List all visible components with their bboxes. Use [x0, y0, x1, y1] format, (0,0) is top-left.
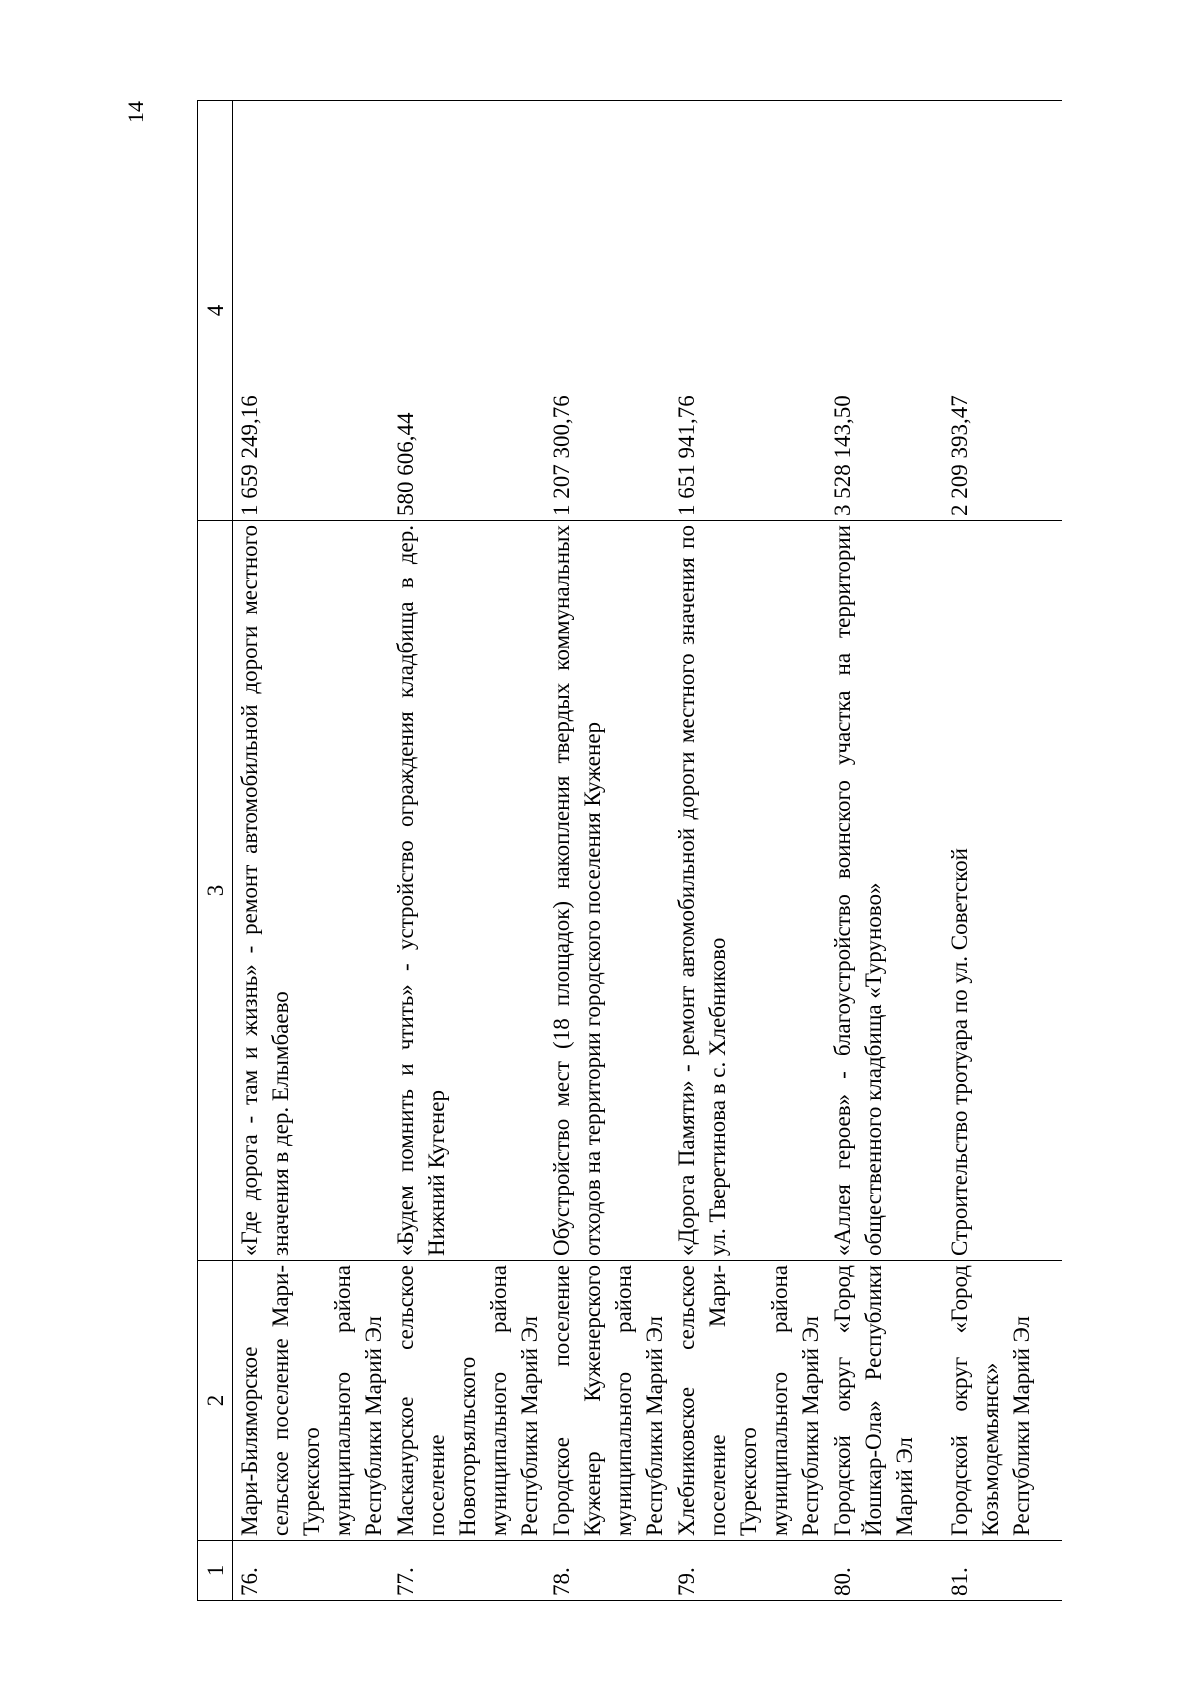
row-number: 80.	[826, 1541, 943, 1601]
municipality-cell: Мари-Биляморское сельское поселение Мари-Турекского муниципального района Республики Марий Эл	[233, 1261, 390, 1541]
row-number: 81.	[943, 1541, 1062, 1601]
municipality-cell: Городской округ «Город Козьмодемьянск» Республики Марий Эл	[943, 1261, 1062, 1541]
table-row	[826, 101, 943, 1601]
municipality-cell: Городское поселение Куженер Куженерского муниципального района Республики Марий Эл	[545, 1261, 670, 1541]
column-header-2: 2	[198, 1261, 233, 1541]
page-number: 14	[123, 101, 148, 123]
table-row	[943, 101, 1062, 1601]
amount-cell: 3 528 143,50	[826, 101, 943, 521]
table-row	[670, 101, 826, 1601]
amount-cell: 1 659 249,16	[233, 101, 390, 521]
project-cell: Строительство тротуара по ул. Советской	[943, 521, 1062, 1261]
table-row	[389, 101, 545, 1601]
table-row	[233, 101, 390, 1601]
projects-table	[197, 100, 1062, 1601]
row-number: 76.	[233, 1541, 390, 1601]
row-number: 78.	[545, 1541, 670, 1601]
municipality-cell: Хлебниковское сельское поселение Мари-Турекского муниципального района Республики Марий Эл	[670, 1261, 826, 1541]
column-header-1: 1	[198, 1541, 233, 1601]
column-header-4: 4	[198, 101, 233, 521]
project-cell: «Аллея героев» - благоустройство воинского участка на территории общественного кладбища «Туруново»	[826, 521, 943, 1261]
project-cell: Обустройство мест (18 площадок) накопления твердых коммунальных отходов на территории городского поселения Куженер	[545, 521, 670, 1261]
project-cell: «Дорога Памяти» - ремонт автомобильной дороги местного значения по ул. Тверетинова в с. Хлебниково	[670, 521, 826, 1261]
table-row	[545, 101, 670, 1601]
municipality-cell: Городской округ «Город Йошкар-Ола» Республики Марий Эл	[826, 1261, 943, 1541]
rotated-table-sheet	[197, 101, 1034, 1601]
project-cell: «Будем помнить и чтить» - устройство ограждения кладбища в дер. Нижний Кугенер	[389, 521, 545, 1261]
row-number: 79.	[670, 1541, 826, 1601]
table-header-row	[198, 101, 233, 1601]
column-header-3: 3	[198, 521, 233, 1261]
amount-cell: 2 209 393,47	[943, 101, 1062, 521]
amount-cell: 1 207 300,76	[545, 101, 670, 521]
municipality-cell: Маскануpское сельское поселение Новоторъяльского муниципального района Республики Марий Эл	[389, 1261, 545, 1541]
row-number: 77.	[389, 1541, 545, 1601]
project-cell: «Где дорога - там и жизнь» - ремонт автомобильной дороги местного значения в дер. Елымбаево	[233, 521, 390, 1261]
amount-cell: 1 651 941,76	[670, 101, 826, 521]
amount-cell: 580 606,44	[389, 101, 545, 521]
